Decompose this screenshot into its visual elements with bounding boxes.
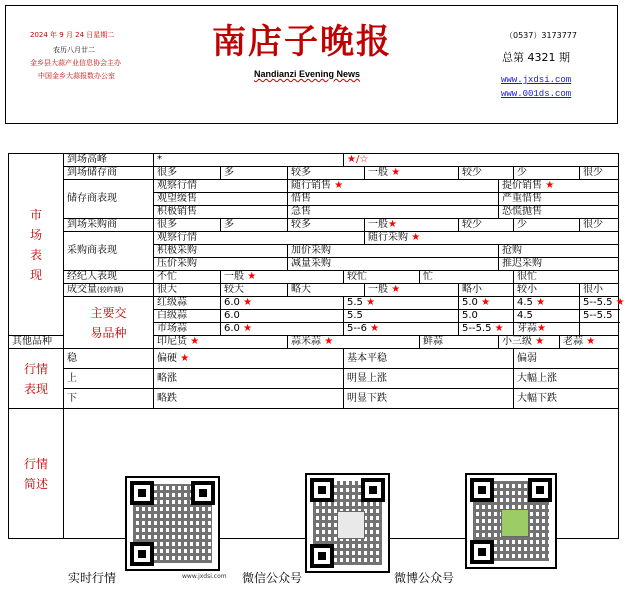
cell: 加价采购 [288,245,499,258]
cell: 5--5.5 [580,310,619,323]
cell: 印尼货 ★ [154,336,288,349]
organizer-line: 金乡县大蒜产业信息协会主办 [30,59,121,67]
category-varieties: 主要交 易品种 [64,297,154,349]
cell: 较少 [459,219,514,232]
row-storage-behavior [9,180,619,193]
cell: 5.0 ★ [459,297,514,310]
link-001ds[interactable]: www.001ds.com [501,89,572,99]
link-jxdsi[interactable]: www.jxdsi.com [501,75,572,85]
cell: 偏弱 [514,349,619,369]
cell: 大幅上涨 [514,369,619,389]
cell: 5--5.5 ★ [580,297,619,310]
row-label: 红级蒜 [154,297,221,310]
row-label [64,284,154,297]
cell: 急售 [288,206,499,219]
row-label: 市场蒜 [154,323,221,336]
row-label: 下 [64,389,154,409]
issue-date: 2024 年 9 月 24 日星期二 [30,31,115,39]
row-brokers [9,271,619,284]
row-volume [9,284,619,297]
cell-star: ★/☆ [344,154,619,167]
cell: 观察行情 [154,232,365,245]
cell: 5.5 ★ [344,297,459,310]
row-label: 白级蒜 [154,310,221,323]
cell: 不忙 [154,271,221,284]
row-label: 到场储存商 [64,167,154,180]
qr-weibo-label: 微博公众号 [394,571,455,585]
cell: 5.5 [344,310,459,323]
cell: 大幅下跌 [514,389,619,409]
cell: 提价销售 ★ [499,180,619,193]
cell: 随行采购 ★ [365,232,619,245]
cell: 很忙 [514,271,619,284]
row-trend-down [9,389,619,409]
cell: 偏硬 ★ [154,349,344,369]
cell: 明显上涨 [344,369,514,389]
cell: 老蒜 ★ [560,336,619,349]
cell: 惜售 [288,193,499,206]
row-buyers [9,219,619,232]
newspaper-title: 南店子晚报 [212,22,392,62]
wechat-logo-icon [337,511,365,539]
cell [580,323,619,336]
qr-wechat-label: 微信公众号 [242,571,303,585]
cell: 6.0 ★ [221,297,344,310]
row-buyer-behavior [9,232,619,245]
row-peak [9,154,619,167]
cell: 忙 [420,271,514,284]
row-label: 上 [64,369,154,389]
cell: 很多 [154,167,221,180]
cell: 很少 [580,219,619,232]
row-label: 采购商表现 [64,232,154,271]
cell: 芽蒜★ [514,323,580,336]
row-label: 到场高峰 [64,154,154,167]
cell: 减量采购 [288,258,499,271]
row-label: 储存商表现 [64,180,154,219]
qr-weibo-icon[interactable] [465,473,557,569]
cell: 少 [514,219,580,232]
row-red-grade [9,297,619,310]
cell: 5--6 ★ [344,323,459,336]
cell: 5.0 [459,310,514,323]
cell: 严重惜售 [499,193,619,206]
cell: 推迟采购 [499,258,619,271]
row-label: 稳 [64,349,154,369]
cell: 4.5 ★ [514,297,580,310]
cell: 较忙 [344,271,420,284]
cell: 很少 [580,167,619,180]
row-label: 经纪人表现 [64,271,154,284]
cell: 蒜米蒜 ★ [288,336,420,349]
cell: 小三级 ★ [499,336,560,349]
qr-wechat-icon[interactable] [305,473,390,573]
row-label-note: (较昨期) [97,286,124,294]
qr-realtime-icon[interactable] [125,476,220,571]
cell: 6.0 [221,310,344,323]
cell: * [154,154,344,167]
cell: 很大 [154,284,221,297]
cell: 积极采购 [154,245,288,258]
row-trend-up [9,369,619,389]
cell: 观察行情 [154,180,288,193]
cell: 略涨 [154,369,344,389]
cell: 明显下跌 [344,389,514,409]
cell: 较少 [459,167,514,180]
cell: 很小 [580,284,619,297]
row-label: 其他品种 [9,336,64,349]
cell: 一般 ★ [365,284,459,297]
cell: 略小 [459,284,514,297]
cell: 少 [514,167,580,180]
cell: 随行销售 ★ [288,180,499,193]
cell: 鲜蒜 [420,336,499,349]
cell: 6.0 ★ [221,323,344,336]
cell: 积极销售 [154,206,288,219]
issue-number: 总第 4321 期 [502,51,570,64]
cell: 略大 [288,284,365,297]
cell: 很多 [154,219,221,232]
newspaper-subtitle: Nandianzi Evening News [254,69,361,79]
category-trend: 行情 表现 [9,349,64,409]
cell: 观望缓售 [154,193,288,206]
office-line: 中国金乡大蒜报数办公室 [38,72,115,80]
row-label-text: 成交量 [67,284,97,295]
cell: 抢购 [499,245,619,258]
weibo-logo-icon [501,509,529,537]
row-label: 到场采购商 [64,219,154,232]
phone-number: （0537）3173777 [505,31,577,40]
cell: 一般 ★ [221,271,344,284]
cell: 多 [221,219,288,232]
cell: 一般★ [365,219,459,232]
cell: 较多 [288,167,365,180]
cell: 5--5.5 ★ [459,323,514,336]
cell: 基本平稳 [344,349,514,369]
category-description: 行情 简述 [9,409,64,539]
lunar-date: 农历八月廿二 [53,46,95,54]
cell: 较小 [514,284,580,297]
cell: 较大 [221,284,288,297]
qr-realtime-url: www.jxdsi.com [182,573,227,580]
category-market: 市 场 表 现 [9,154,64,336]
row-storage-dealers [9,167,619,180]
cell: 多 [221,167,288,180]
cell: 一般 ★ [365,167,459,180]
row-trend-stable [9,349,619,369]
cell: 压价采购 [154,258,288,271]
cell: 4.5 [514,310,580,323]
qr-realtime-label: 实时行情 [68,571,117,585]
cell: 较多 [288,219,365,232]
cell: 恐慌抛售 [499,206,619,219]
cell: 略跌 [154,389,344,409]
